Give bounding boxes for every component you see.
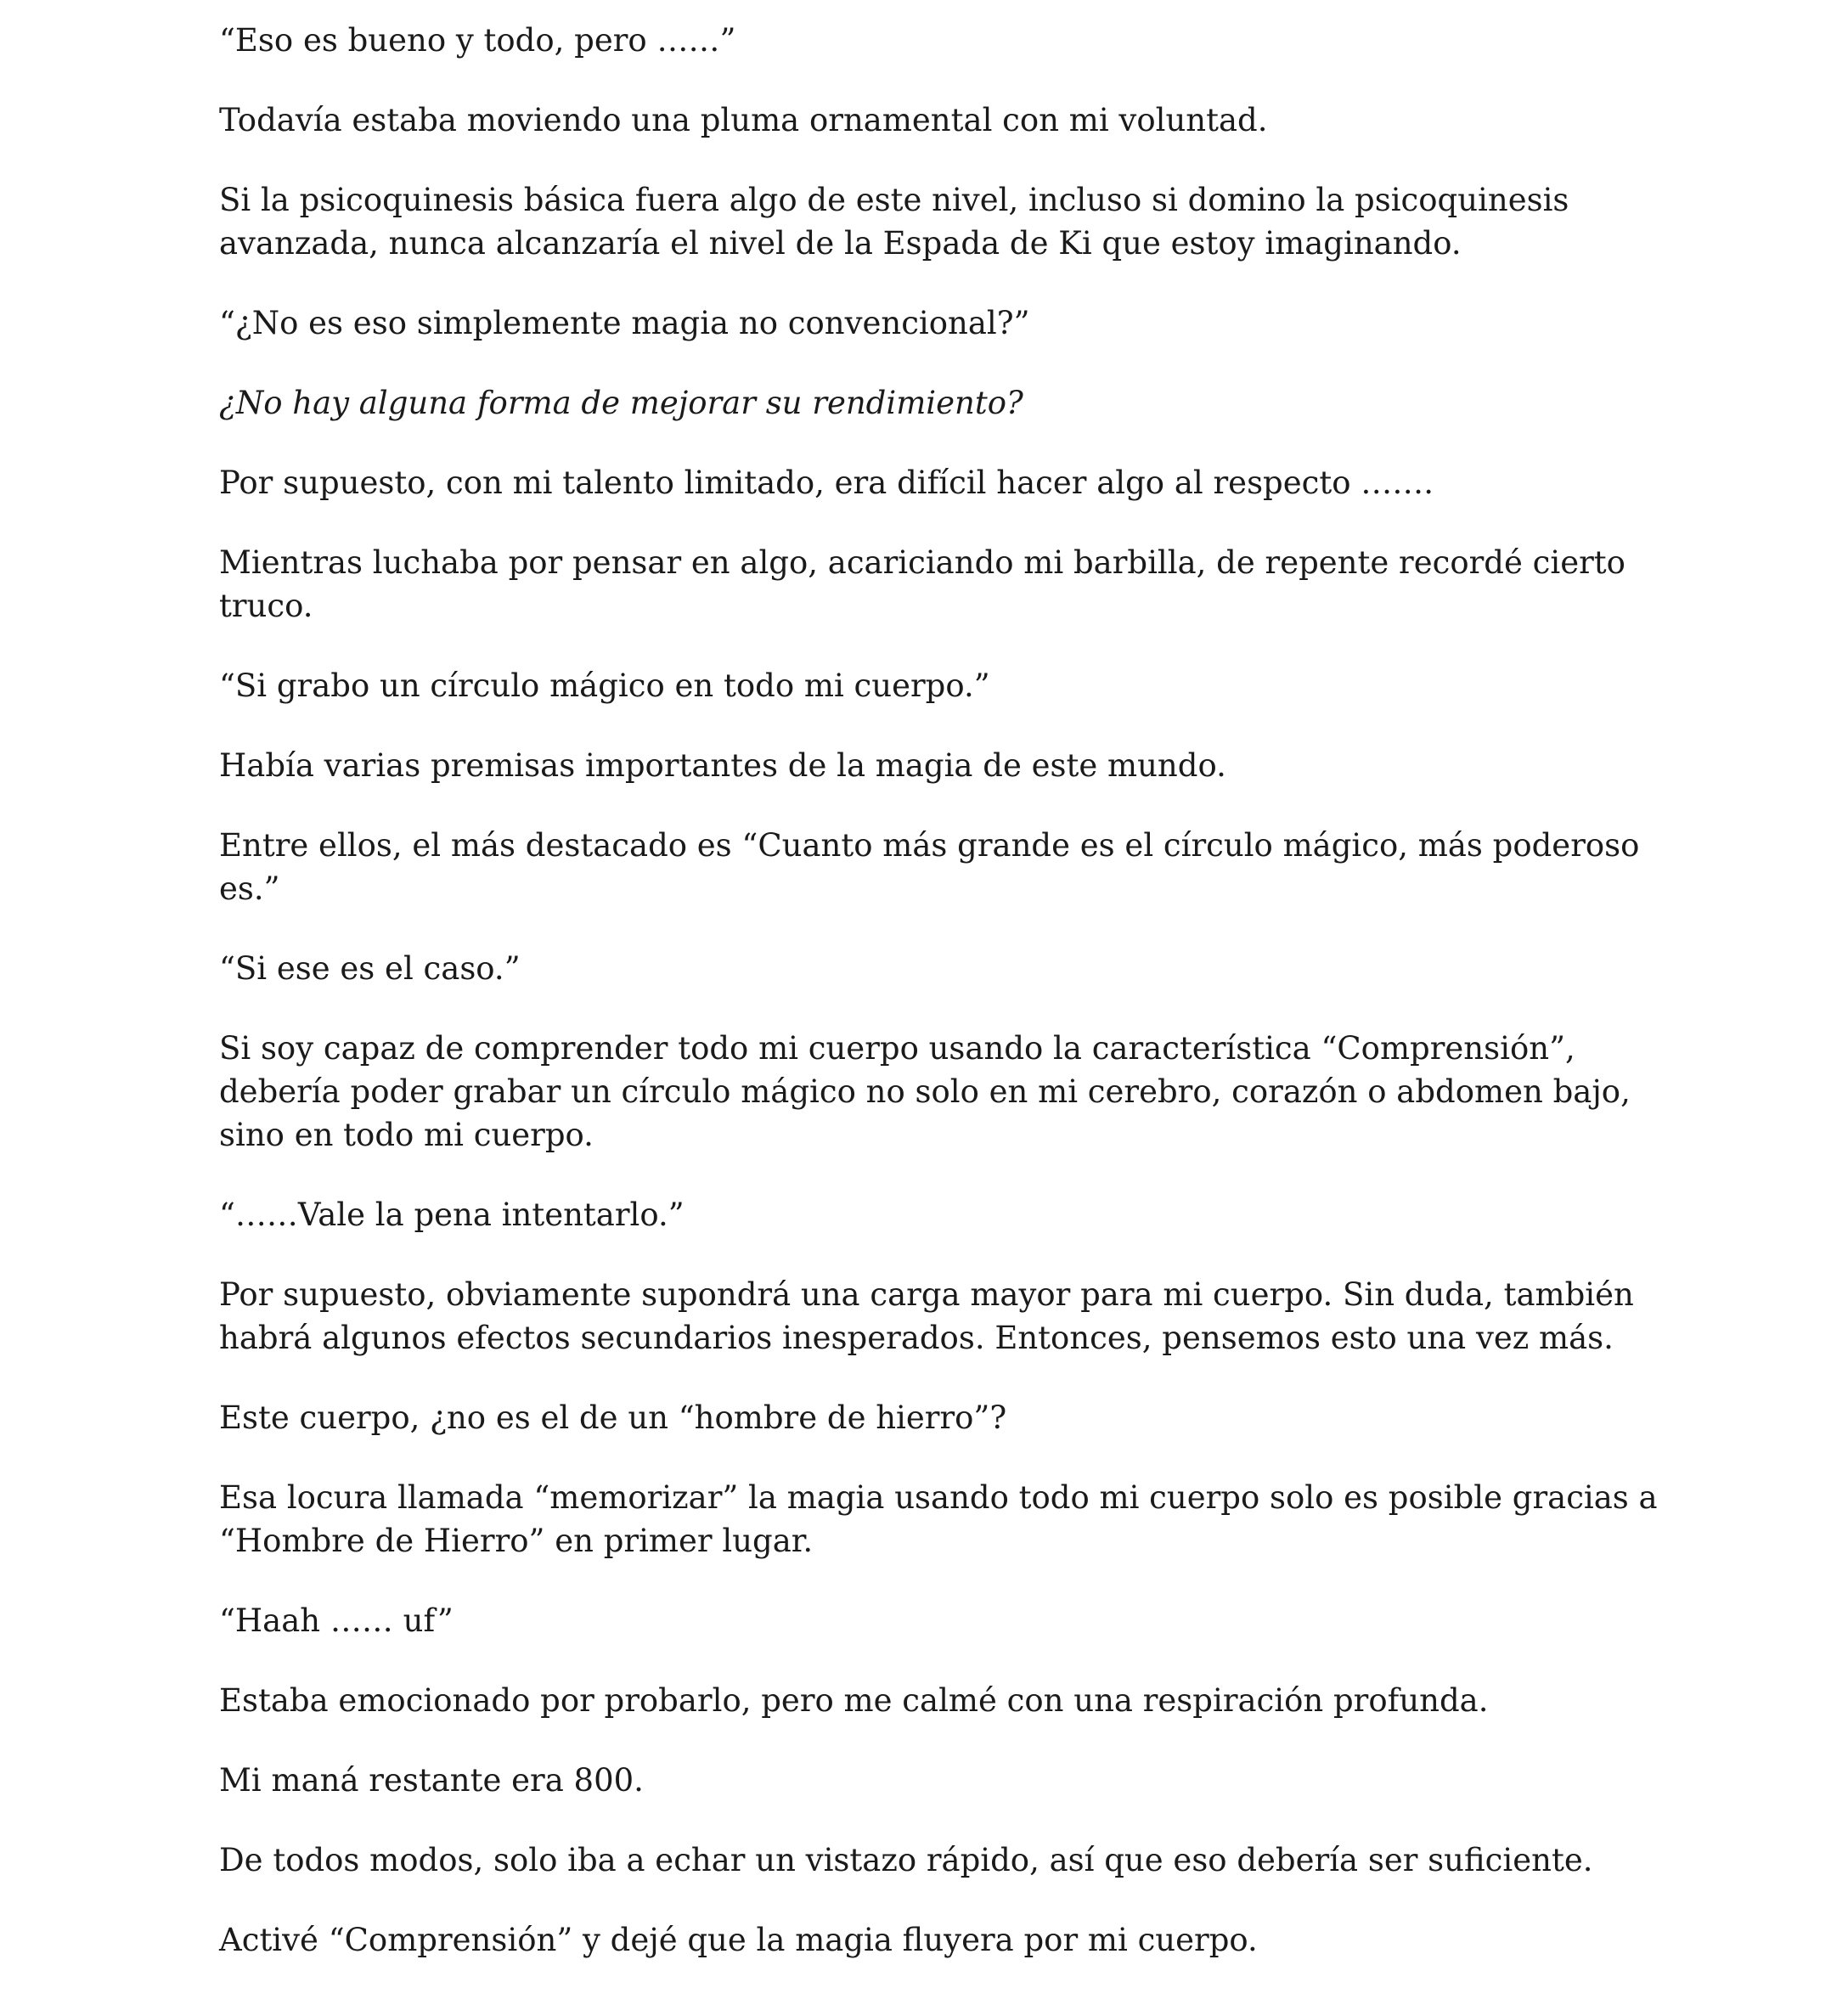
paragraph: Por supuesto, con mi talento limitado, era difícil hacer algo al respecto ……. [219, 465, 1434, 501]
paragraph: “Eso es bueno y todo, pero ……” [219, 22, 736, 59]
paragraph: “¿No es eso simplemente magia no convencional?” [219, 305, 1030, 341]
paragraph: Había varias premisas importantes de la magia de este mundo. [219, 747, 1226, 784]
paragraph: “Haah …… uf” [219, 1602, 454, 1639]
paragraph: “Si ese es el caso.” [219, 950, 521, 987]
paragraph: Este cuerpo, ¿no es el de un “hombre de hierro”? [219, 1399, 1007, 1436]
paragraph: Mi maná restante era 800. [219, 1762, 644, 1799]
paragraph: Si la psicoquinesis básica fuera algo de este nivel, incluso si domino la psicoquinesis avanzada, nunca alcanzaría el nivel de la Espada de Ki que estoy imaginando. [219, 182, 1569, 262]
document-page [219, 19, 1663, 1998]
paragraph: “Si grabo un círculo mágico en todo mi cuerpo.” [219, 667, 990, 704]
paragraph: Mientras luchaba por pensar en algo, acariciando mi barbilla, de repente recordé cierto truco. [219, 544, 1625, 624]
paragraph: Activé “Comprensión” y dejé que la magia fluyera por mi cuerpo. [219, 1922, 1258, 1958]
paragraph-italic: ¿No hay alguna forma de mejorar su rendimiento? [219, 385, 1023, 421]
paragraph: “……Vale la pena intentarlo.” [219, 1197, 685, 1233]
paragraph: Esa locura llamada “memorizar” la magia usando todo mi cuerpo solo es posible gracias a “Hombre de Hierro” en primer lugar. [219, 1479, 1658, 1559]
paragraph: Todavía estaba moviendo una pluma ornamental con mi voluntad. [219, 102, 1268, 138]
paragraph: De todos modos, solo iba a echar un vistazo rápido, así que eso debería ser suficiente. [219, 1842, 1593, 1878]
paragraph: Entre ellos, el más destacado es “Cuanto más grande es el círculo mágico, más poderoso es.” [219, 827, 1640, 907]
paragraph: Estaba emocionado por probarlo, pero me calmé con una respiración profunda. [219, 1682, 1489, 1719]
paragraph: Si soy capaz de comprender todo mi cuerpo usando la característica “Comprensión”, debería poder grabar un círculo mágico no solo en mi cerebro, corazón o abdomen bajo, sino en todo mi cuerpo. [219, 1030, 1631, 1153]
paragraph: Por supuesto, obviamente supondrá una carga mayor para mi cuerpo. Sin duda, también habrá algunos efectos secundarios inesperados. Entonces, pensemos esto una vez más. [219, 1276, 1634, 1356]
